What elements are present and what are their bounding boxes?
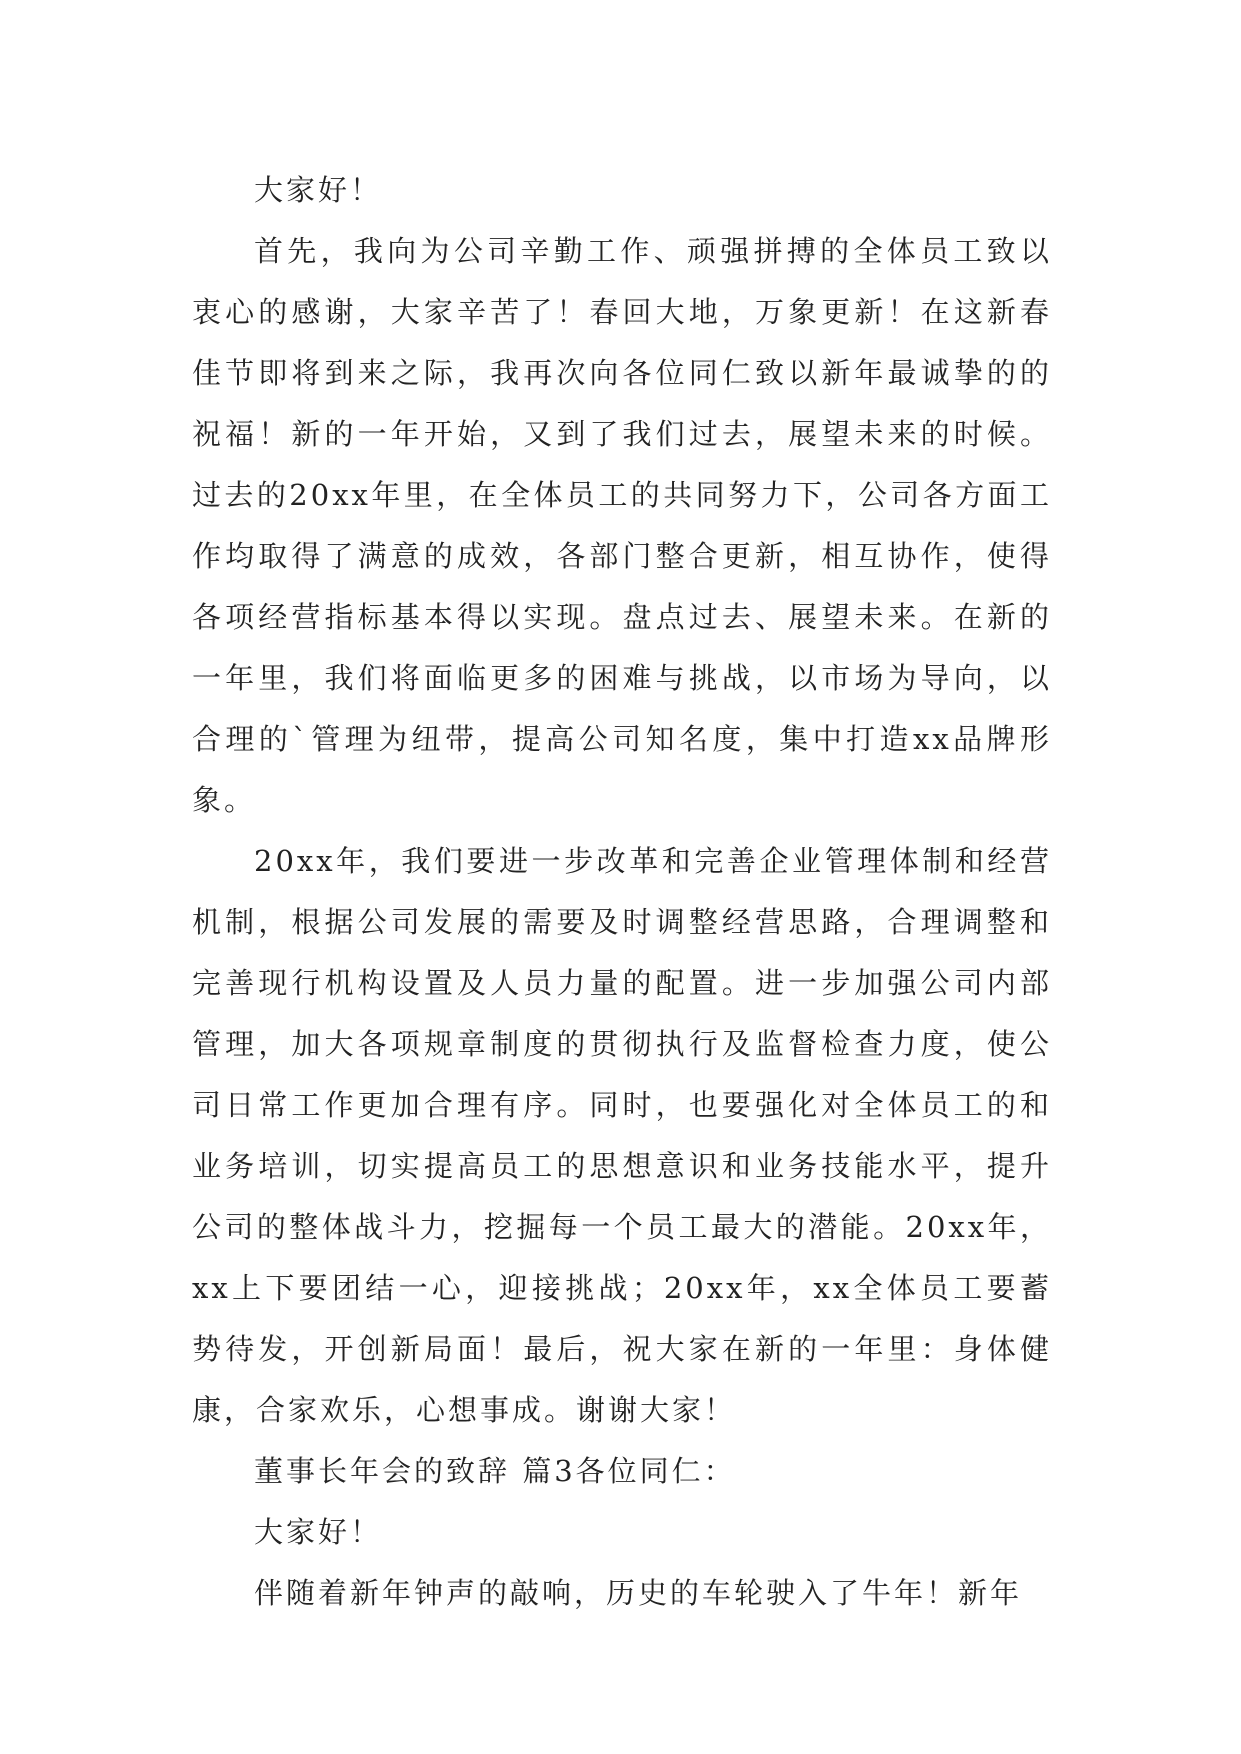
section-heading: 董事长年会的致辞 篇3各位同仁： <box>254 1454 736 1488</box>
greeting-paragraph: 大家好！ <box>254 173 383 207</box>
thanks-paragraph: 首先，我向为公司辛勤工作、顽强拼搏的全体员工致以衷心的感谢，大家辛苦了！春回大地，万象更新！在这新春佳节即将到来之际，我再次向各位同仁致以新年最诚挚的的祝福！新的一年开始，又到了我们过去，展望未来的时候。过去的20xx年里，在全体员工的共同努力下，公司各方面工作均取得了满意的成效，各部门整合更新，相互协作，使得各项经营指标基本得以实现。盘点过去、展望未来。在新的一年里，我们将面临更多的困难与挑战，以市场为导向，以合理的`管理为纽带，提高公司知名度，集中打造xx品牌形象。 <box>192 234 1052 817</box>
opening-paragraph: 伴随着新年钟声的敲响，历史的车轮驶入了牛年！新年 <box>254 1576 1023 1610</box>
plan-paragraph: 20xx年，我们要进一步改革和完善企业管理体制和经营机制，根据公司发展的需要及时调整经营思路，合理调整和完善现行机构设置及人员力量的配置。进一步加强公司内部管理，加大各项规章制度的贯彻执行及监督检查力度，使公司日常工作更加合理有序。同时，也要强化对全体员工的和业务培训，切实提高员工的思想意识和业务技能水平，提升公司的整体战斗力，挖掘每一个员工最大的潜能。20xx年，xx上下要团结一心，迎接挑战；20xx年，xx全体员工要蓄势待发，开创新局面！最后，祝大家在新的一年里：身体健康，合家欢乐，心想事成。谢谢大家！ <box>192 844 1052 1427</box>
document-body <box>192 160 1052 1624</box>
greeting-paragraph-2: 大家好！ <box>254 1515 383 1549</box>
